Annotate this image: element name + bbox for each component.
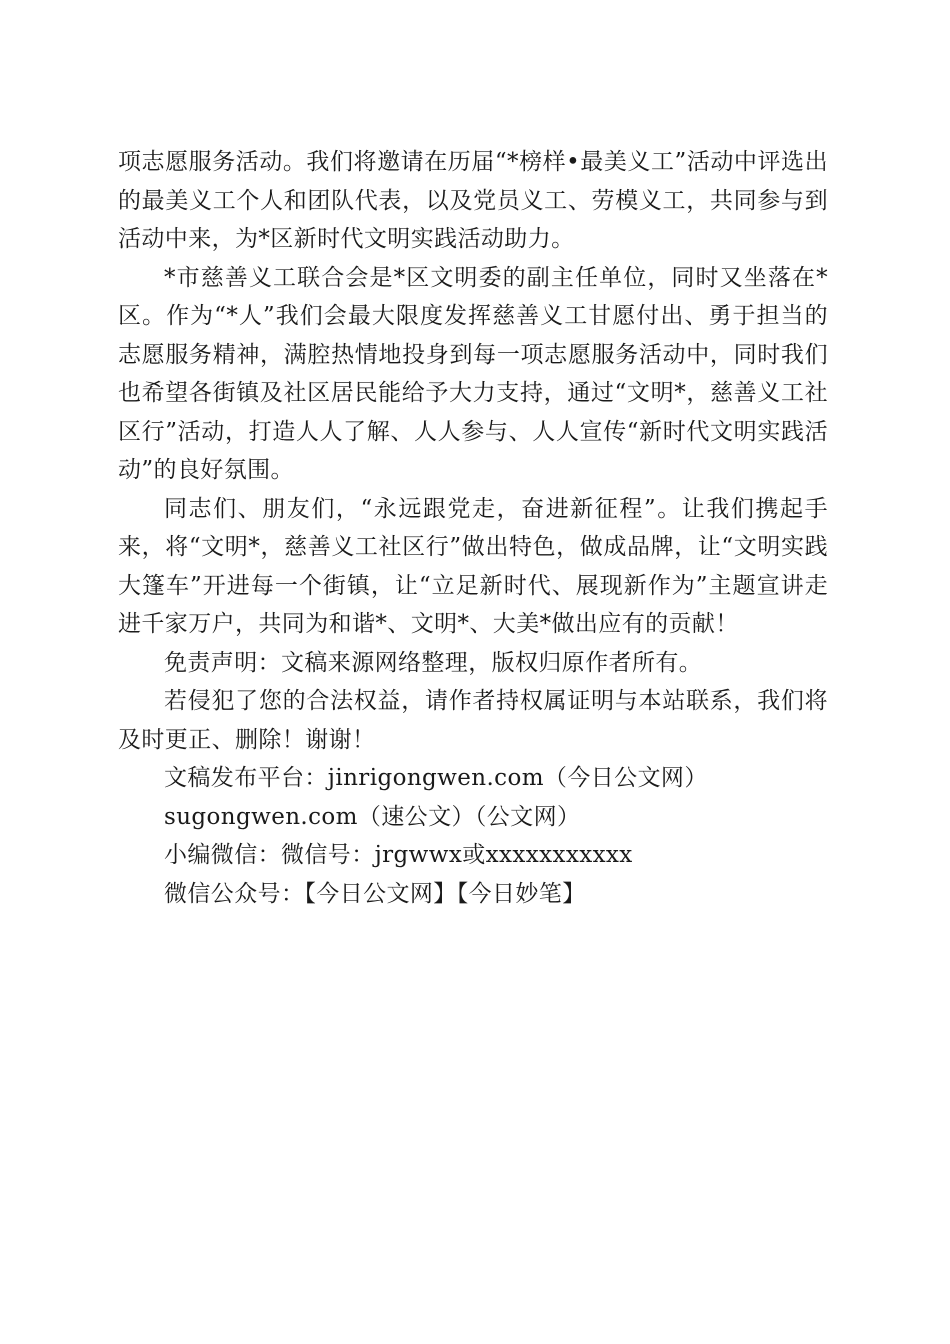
wechat-official-account-line: 微信公众号：【今日公文网】【今日妙笔】 bbox=[164, 880, 586, 907]
body-paragraph-1: 项志愿服务活动。我们将邀请在历届“*榜样•最美义工”活动中评选出的最美义工个人和团队代表，以及党员义工、劳模义工，共同参与到活动中来，为*区新时代文明实践活动助力。 bbox=[118, 149, 828, 252]
editor-wechat-line: 小编微信：微信号：jrgwwx或xxxxxxxxxxx bbox=[164, 842, 633, 868]
sugongwen-line: sugongwen.com（速公文）（公文网） bbox=[164, 803, 581, 830]
body-paragraph-3: 同志们、朋友们，“永远跟党走，奋进新征程”。让我们携起手来，将“文明*，慈善义工社区行”做出特色，做成品牌，让“文明实践大篷车”开进每一个街镇，让“立足新时代、展现新作为”主题宣讲走进千家万户，共同为和谐*、文明*、大美*做出应有的贡献！ bbox=[118, 495, 828, 637]
publish-platform-line: 文稿发布平台：jinrigongwen.com（今日公文网） bbox=[164, 765, 708, 791]
body-paragraph-2: *市慈善义工联合会是*区文明委的副主任单位，同时又坐落在*区。作为“*人”我们会最大限度发挥慈善义工甘愿付出、勇于担当的志愿服务精神，满腔热情地投身到每一项志愿服务活动中，同时我们也希望各街镇及社区居民能给予大力支持，通过“文明*，慈善义工社区行”活动，打造人人了解、人人参与、人人宣传“新时代文明实践活动”的良好氛围。 bbox=[118, 264, 828, 483]
disclaimer-line: 免责声明：文稿来源网络整理，版权归原作者所有。 bbox=[164, 649, 703, 676]
document-page bbox=[118, 143, 828, 913]
copyright-notice: 若侵犯了您的合法权益，请作者持权属证明与本站联系，我们将及时更正、删除！谢谢！ bbox=[118, 688, 828, 753]
